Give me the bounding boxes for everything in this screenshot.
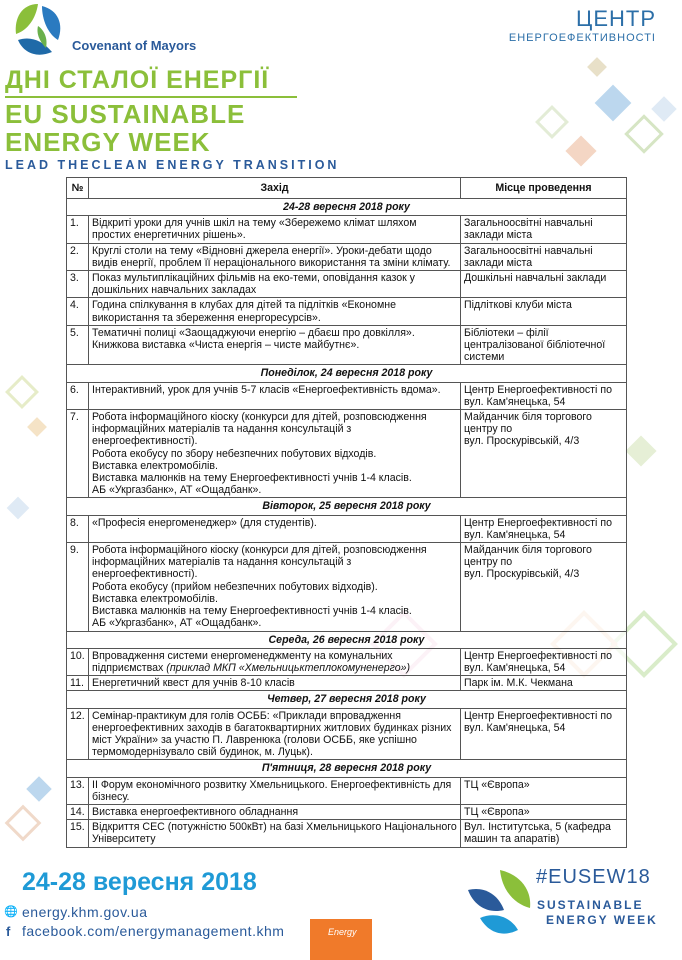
place-cell: Центр Енергоефективності по вул. Кам'янецька, 54 [461, 382, 627, 409]
day-heading-row [67, 199, 627, 216]
energy-week-label: ENERGY WEEK [546, 913, 658, 927]
schedule-table [66, 177, 627, 848]
event-cell: Показ мультиплікаційних фільмів на еко-теми, оповідання казок у дошкільних навчальних закладах [89, 271, 461, 298]
day-heading: Середа, 26 вересня 2018 року [67, 631, 627, 648]
event-cell: Інтерактивний, урок для учнів 5-7 класів «Енергоефективність вдома». [89, 382, 461, 409]
day-heading-row [67, 760, 627, 777]
place-cell: Центр Енергоефективності по вул. Кам'янецька, 54 [461, 648, 627, 675]
header-place: Місце проведення [461, 178, 627, 199]
table-header-row [67, 178, 627, 199]
row-number: 5. [67, 325, 89, 365]
event-cell: Тематичні полиці «Заощаджуючи енергію – дбаєш про довкілля». Книжкова виставка «Чиста енергія – чисте майбутнє». [89, 325, 461, 365]
hashtag: #EUSEW18 [536, 866, 651, 888]
table-row [67, 543, 627, 631]
event-cell: Виставка енергоефективного обладнання [89, 804, 461, 819]
title-ukrainian: ДНІ СТАЛОЇ ЕНЕРГІЇ [5, 66, 270, 94]
day-heading: Вівторок, 25 вересня 2018 року [67, 498, 627, 515]
place-cell: Загальноосвітні навчальні заклади міста [461, 216, 627, 243]
sustainable-label: SUSTAINABLE [537, 898, 644, 912]
place-cell: Загальноосвітні навчальні заклади міста [461, 243, 627, 270]
row-number: 4. [67, 298, 89, 325]
table-row [67, 410, 627, 498]
event-cell: Семінар-практикум для голів ОСББ: «Приклади впровадження енергоефективних заходів в багатоквартирних житлових будинках різних міст України» за участю П. Лавренюка (голови ОСББ, яке успішно термомодернізувало свій будинок, м. Луцьк). [89, 708, 461, 760]
place-cell: Парк ім. М.К. Чекмана [461, 676, 627, 691]
slogan: LEAD THECLEAN ENERGY TRANSITION [5, 158, 340, 172]
event-cell: Круглі столи на тему «Відновні джерела енергії». Уроки-дебати щодо видів енергії, проблем її нераціонального використання та зміни клімату. [89, 243, 461, 270]
event-dates: 24-28 вересня 2018 [22, 868, 257, 896]
day-heading-row [67, 631, 627, 648]
place-cell: Центр Енергоефективності по вул. Кам'янецька, 54 [461, 515, 627, 542]
table-body [67, 199, 627, 848]
place-cell: Вул. Інститутська, 5 (кафедра машин та апаратів) [461, 820, 627, 847]
table-row [67, 708, 627, 760]
table-row [67, 820, 627, 847]
table-row [67, 243, 627, 270]
row-number: 6. [67, 382, 89, 409]
day-heading: 24-28 вересня 2018 року [67, 199, 627, 216]
eusew-leaf-logo-icon [460, 864, 540, 944]
table-row [67, 382, 627, 409]
event-cell: «Професія енергоменеджер» (для студентів). [89, 515, 461, 542]
day-heading: Понеділок, 24 вересня 2018 року [67, 365, 627, 382]
energy-efficiency-centre-logo [509, 6, 656, 44]
event-cell: Відкриття СЕС (потужністю 500кВт) на базі Хмельницького Національного Університету [89, 820, 461, 847]
event-text: Впровадження системи енергоменеджменту на комунальних підприємствах [92, 649, 393, 674]
day-heading-row [67, 365, 627, 382]
header-event: Захід [89, 178, 461, 199]
day-heading: П'ятниця, 28 вересня 2018 року [67, 760, 627, 777]
row-number: 15. [67, 820, 89, 847]
event-cell: Робота інформаційного кіоску (конкурси для дітей, розповсюдження інформаційних матеріалів та надання консультацій з енергоефективності). Робота екобусу (прийом небезпечних побутових відходів). Виставка електромобілів. Виставка малюнків на тему Енергоефективності учнів 1-4 класів. АБ «Укргазбанк», АТ «Ощадбанк». [89, 543, 461, 631]
event-cell [89, 648, 461, 675]
title-english-line2: ENERGY WEEK [5, 127, 211, 157]
event-example-text: (приклад МКП «Хмельницьктеплокомуненерго») [166, 661, 411, 674]
day-heading: Четвер, 27 вересня 2018 року [67, 691, 627, 708]
place-cell: Бібліотеки – філії централізованої бібліотечної системи [461, 325, 627, 365]
row-number: 3. [67, 271, 89, 298]
table-row [67, 298, 627, 325]
row-number: 1. [67, 216, 89, 243]
facebook-link[interactable]: facebook.com/energymanagement.khm [22, 923, 285, 939]
row-number: 9. [67, 543, 89, 631]
title-english-line1: EU SUSTAINABLE [5, 99, 246, 129]
table-row [67, 216, 627, 243]
schedule-table-container [66, 177, 626, 848]
event-cell: Робота інформаційного кіоску (конкурси для дітей, розповсюдження інформаційних матеріалів та надання консультацій з енергоефективності). Робота екобусу по збору небезпечних побутових відходів. Виставка електромобілів. Виставка малюнків на тему Енергоефективності учнів 1-4 класів. АБ «Укргазбанк», АТ «Ощадбанк». [89, 410, 461, 498]
row-number: 10. [67, 648, 89, 675]
event-cell: Година спілкування в клубах для дітей та підлітків «Економне використання та збереження енергоресурсів». [89, 298, 461, 325]
header-number: № [67, 178, 89, 199]
website-link[interactable]: energy.khm.gov.ua [22, 904, 148, 920]
covenant-of-mayors-logo-icon [8, 0, 68, 60]
facebook-icon: f [6, 924, 11, 939]
place-cell: Підліткові клуби міста [461, 298, 627, 325]
table-row [67, 271, 627, 298]
centre-logo-line1: ЦЕНТР [576, 6, 656, 31]
place-cell: Майданчик біля торгового центру по вул. Проскурівській, 4/3 [461, 543, 627, 631]
row-number: 14. [67, 804, 89, 819]
row-number: 8. [67, 515, 89, 542]
title-underline [5, 96, 297, 98]
table-row [67, 325, 627, 365]
row-number: 11. [67, 676, 89, 691]
event-cell: ІІ Форум економічного розвитку Хмельницького. Енергоефективність для бізнесу. [89, 777, 461, 804]
row-number: 12. [67, 708, 89, 760]
place-cell: Центр Енергоефективності по вул. Кам'янецька, 54 [461, 708, 627, 760]
table-row [67, 515, 627, 542]
table-row [67, 777, 627, 804]
event-cell: Відкриті уроки для учнів шкіл на тему «Збережемо клімат шляхом простих енергетичних рішень». [89, 216, 461, 243]
row-number: 2. [67, 243, 89, 270]
table-row [67, 804, 627, 819]
event-cell: Енергетичний квест для учнів 8-10 класів [89, 676, 461, 691]
day-heading-row [67, 691, 627, 708]
covenant-of-mayors-label: Covenant of Mayors [72, 38, 197, 53]
place-cell: Майданчик біля торгового центру по вул. Проскурівській, 4/3 [461, 410, 627, 498]
centre-logo-line2: ЕНЕРГОЕФЕКТИВНОСТІ [508, 32, 656, 44]
row-number: 13. [67, 777, 89, 804]
place-cell: ТЦ «Європа» [461, 804, 627, 819]
energy-badge: Energy [310, 919, 372, 960]
globe-icon: 🌐 [4, 906, 18, 918]
table-row [67, 676, 627, 691]
day-heading-row [67, 498, 627, 515]
place-cell: ТЦ «Європа» [461, 777, 627, 804]
place-cell: Дошкільні навчальні заклади [461, 271, 627, 298]
row-number: 7. [67, 410, 89, 498]
table-row [67, 648, 627, 675]
